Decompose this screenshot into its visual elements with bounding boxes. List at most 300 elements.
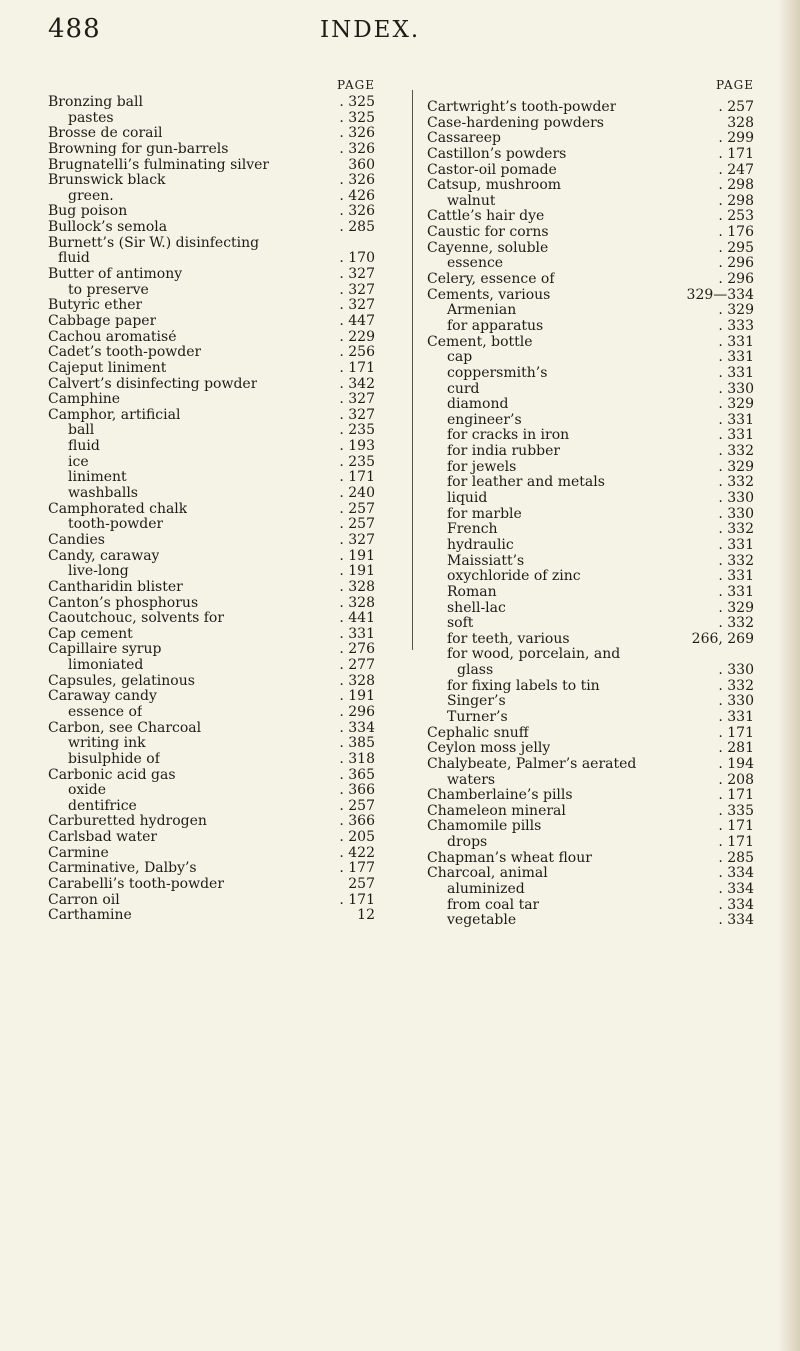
index-entry bbox=[48, 314, 375, 330]
entry-page-number: . 331 bbox=[718, 349, 754, 366]
entry-label: green. bbox=[68, 188, 114, 204]
index-entry bbox=[48, 596, 375, 612]
entry-label: Cadet’s tooth-powder bbox=[48, 345, 202, 361]
entry-label: Caraway candy bbox=[48, 689, 157, 705]
entry-label: limoniated bbox=[68, 658, 144, 674]
entry-label: Camphorated chalk bbox=[48, 501, 188, 517]
entry-page-number: . 296 bbox=[339, 703, 375, 720]
entry-page-number: . 170 bbox=[339, 250, 375, 267]
index-entry bbox=[427, 147, 754, 163]
index-entry bbox=[48, 455, 375, 471]
entry-label: Bronzing ball bbox=[48, 95, 143, 110]
index-entry bbox=[427, 366, 754, 382]
entry-page-number: . 327 bbox=[339, 297, 375, 314]
entry-label: liquid bbox=[447, 491, 488, 507]
entry-page-number: . 330 bbox=[718, 490, 754, 507]
index-entry bbox=[427, 741, 754, 757]
entry-page-number: . 328 bbox=[339, 578, 375, 595]
index-entry bbox=[427, 382, 754, 398]
index-entry bbox=[427, 413, 754, 429]
entry-page-number: . 176 bbox=[718, 224, 754, 241]
entry-page-number: . 447 bbox=[339, 312, 375, 329]
entry-label: Caustic for corns bbox=[427, 225, 549, 241]
entry-label: Bug poison bbox=[48, 204, 128, 220]
entry-label: ball bbox=[68, 423, 95, 439]
entry-label: Butyric ether bbox=[48, 298, 143, 314]
entry-page-number: . 240 bbox=[339, 485, 375, 502]
entry-label: Candy, caraway bbox=[48, 548, 160, 564]
entry-label: Charcoal, animal bbox=[427, 866, 548, 882]
page-column-heading: PAGE bbox=[337, 78, 375, 92]
entry-page-number: . 328 bbox=[339, 672, 375, 689]
index-entry bbox=[48, 736, 375, 752]
entry-label: Candies bbox=[48, 532, 105, 548]
index-entry bbox=[48, 752, 375, 768]
index-entry bbox=[48, 486, 375, 502]
index-entry bbox=[48, 392, 375, 408]
entry-label: writing ink bbox=[68, 736, 146, 752]
entry-page-number: . 441 bbox=[339, 610, 375, 627]
entry-label: for wood, porcelain, and bbox=[447, 647, 621, 663]
entry-label: Armenian bbox=[447, 303, 517, 319]
entry-page-number: . 342 bbox=[339, 375, 375, 392]
entry-page-number: . 296 bbox=[718, 271, 754, 288]
entry-label: Capillaire syrup bbox=[48, 642, 162, 658]
entry-page-number: . 332 bbox=[718, 474, 754, 491]
entry-page-number: . 235 bbox=[339, 453, 375, 470]
index-entry bbox=[48, 627, 375, 643]
entry-label: aluminized bbox=[447, 882, 525, 898]
entry-page-number: . 330 bbox=[718, 693, 754, 710]
entry-label: soft bbox=[447, 616, 474, 632]
entry-page-number: . 171 bbox=[339, 891, 375, 908]
entry-page-number: . 422 bbox=[339, 844, 375, 861]
index-entry bbox=[48, 549, 375, 565]
entry-label: for jewels bbox=[447, 459, 517, 475]
index-entry bbox=[48, 580, 375, 596]
index-entry bbox=[427, 647, 754, 663]
index-entry bbox=[48, 236, 375, 252]
index-entry bbox=[427, 773, 754, 789]
entry-label: engineer’s bbox=[447, 412, 522, 428]
entry-label: for india rubber bbox=[447, 444, 561, 460]
entry-label: waters bbox=[447, 772, 496, 788]
index-entry bbox=[48, 517, 375, 533]
entry-label: Caoutchouc, solvents for bbox=[48, 611, 225, 627]
index-entry bbox=[427, 241, 754, 257]
entry-label: Carminative, Dalby’s bbox=[48, 861, 197, 877]
entry-label: Brunswick black bbox=[48, 173, 166, 189]
index-entry bbox=[427, 757, 754, 773]
entry-label: Carbonic acid gas bbox=[48, 767, 176, 783]
entry-page-number: . 331 bbox=[718, 536, 754, 553]
entry-page-number: . 295 bbox=[718, 239, 754, 256]
entry-page-number: . 366 bbox=[339, 813, 375, 830]
index-entry bbox=[48, 674, 375, 690]
entry-page-number: . 208 bbox=[718, 771, 754, 788]
entry-label: Cements, various bbox=[427, 287, 551, 303]
entry-label: cap bbox=[447, 350, 473, 366]
index-entry bbox=[427, 194, 754, 210]
entry-label: drops bbox=[447, 835, 488, 851]
entry-label: essence bbox=[447, 256, 504, 272]
entry-label: Chamberlaine’s pills bbox=[427, 788, 573, 804]
entry-page-number: . 334 bbox=[718, 912, 754, 929]
index-entry bbox=[48, 173, 375, 189]
entry-page-number: . 327 bbox=[339, 266, 375, 283]
entry-label: Celery, essence of bbox=[427, 272, 555, 288]
entry-page-number: . 334 bbox=[339, 719, 375, 736]
entry-page-number: . 257 bbox=[718, 99, 754, 115]
index-entry bbox=[427, 866, 754, 882]
index-entry bbox=[427, 632, 754, 648]
index-entry bbox=[48, 705, 375, 721]
column-divider bbox=[412, 90, 413, 650]
index-entry bbox=[48, 611, 375, 627]
entry-label: fluid bbox=[68, 439, 100, 455]
entry-label: pastes bbox=[68, 110, 114, 126]
index-entry bbox=[427, 491, 754, 507]
entry-label: Butter of antimony bbox=[48, 267, 183, 283]
entry-page-number: . 191 bbox=[339, 547, 375, 564]
entry-label: for teeth, various bbox=[447, 631, 570, 647]
index-entry bbox=[427, 694, 754, 710]
entry-page-number: . 318 bbox=[339, 750, 375, 767]
index-entry bbox=[427, 507, 754, 523]
entry-label: Turner’s bbox=[447, 709, 508, 725]
entry-page-number: . 331 bbox=[718, 411, 754, 428]
index-entry bbox=[427, 569, 754, 585]
entry-label: diamond bbox=[447, 397, 509, 413]
index-entry bbox=[48, 893, 375, 909]
index-entry bbox=[427, 288, 754, 304]
entry-label: Singer’s bbox=[447, 694, 506, 710]
entry-page-number: . 171 bbox=[718, 787, 754, 804]
entry-page-number: . 229 bbox=[339, 328, 375, 345]
entry-page-number: . 365 bbox=[339, 766, 375, 783]
entry-page-number: . 277 bbox=[339, 657, 375, 674]
index-entry bbox=[427, 882, 754, 898]
index-entry bbox=[48, 439, 375, 455]
entry-label: shell-lac bbox=[447, 600, 506, 616]
page-column-heading: PAGE bbox=[716, 78, 754, 92]
entry-page-number: . 171 bbox=[339, 359, 375, 376]
entry-page-number: . 298 bbox=[718, 177, 754, 194]
entry-label: Chapman’s wheat flour bbox=[427, 850, 592, 866]
index-entry bbox=[48, 783, 375, 799]
entry-page-number: . 191 bbox=[339, 563, 375, 580]
entry-label: Bullock’s semola bbox=[48, 220, 168, 236]
entry-page-number: . 257 bbox=[339, 516, 375, 533]
entry-page-number: . 327 bbox=[339, 531, 375, 548]
entry-label: Camphor, artificial bbox=[48, 407, 181, 423]
entry-page-number: . 329 bbox=[718, 302, 754, 319]
index-entry bbox=[427, 397, 754, 413]
entry-page-number: . 194 bbox=[718, 755, 754, 772]
entry-label: Brosse de corail bbox=[48, 126, 163, 142]
entry-label: Camphine bbox=[48, 392, 121, 408]
entry-label: bisulphide of bbox=[68, 751, 160, 767]
entry-label: for marble bbox=[447, 506, 522, 522]
index-entry bbox=[427, 225, 754, 241]
entry-page-number: . 330 bbox=[718, 505, 754, 522]
index-entry bbox=[48, 658, 375, 674]
entry-page-number: . 328 bbox=[339, 594, 375, 611]
entry-page-number: . 331 bbox=[718, 364, 754, 381]
entry-label: Ceylon moss jelly bbox=[427, 741, 551, 757]
entry-page-number: . 335 bbox=[718, 802, 754, 819]
index-entry bbox=[427, 460, 754, 476]
entry-label: Carbon, see Charcoal bbox=[48, 720, 202, 736]
index-entry bbox=[427, 319, 754, 335]
entry-label: Castillon’s powders bbox=[427, 146, 567, 162]
entry-page-number: 266, 269 bbox=[691, 630, 754, 647]
entry-page-number: . 330 bbox=[718, 380, 754, 397]
entry-label: Carabelli’s tooth-powder bbox=[48, 877, 225, 893]
index-entry bbox=[427, 116, 754, 132]
index-entry bbox=[48, 95, 375, 111]
entry-label: Carthamine bbox=[48, 908, 132, 924]
entry-label: Castor-oil pomade bbox=[427, 162, 557, 178]
entry-page-number: . 253 bbox=[718, 208, 754, 225]
index-entry bbox=[427, 835, 754, 851]
index-entry bbox=[48, 361, 375, 377]
entry-label: Chamomile pills bbox=[427, 819, 542, 835]
entry-label: walnut bbox=[447, 193, 496, 209]
index-entry bbox=[48, 377, 375, 393]
entry-page-number: . 326 bbox=[339, 172, 375, 189]
entry-label: dentifrice bbox=[68, 798, 137, 814]
entry-page-number: . 366 bbox=[339, 782, 375, 799]
index-entry bbox=[48, 768, 375, 784]
index-entry bbox=[48, 267, 375, 283]
entry-label: tooth-powder bbox=[68, 517, 164, 533]
entry-label: vegetable bbox=[447, 913, 517, 929]
entry-page-number: . 331 bbox=[718, 708, 754, 725]
entry-page-number: . 385 bbox=[339, 735, 375, 752]
index-entry bbox=[48, 470, 375, 486]
entry-page-number: . 329 bbox=[718, 396, 754, 413]
index-entry bbox=[48, 642, 375, 658]
index-entry bbox=[48, 908, 375, 924]
index-entry bbox=[48, 814, 375, 830]
entry-label: Carlsbad water bbox=[48, 830, 158, 846]
index-entry bbox=[427, 710, 754, 726]
entry-page-number: . 171 bbox=[718, 145, 754, 162]
index-entry bbox=[48, 158, 375, 174]
entry-page-number: . 281 bbox=[718, 740, 754, 757]
entry-page-number: . 327 bbox=[339, 391, 375, 408]
entry-page-number: . 327 bbox=[339, 281, 375, 298]
entry-label: Chalybeate, Palmer’s aerated bbox=[427, 756, 637, 772]
index-column-left bbox=[48, 78, 375, 924]
entry-label: Chameleon mineral bbox=[427, 803, 566, 819]
entry-label: Calvert’s disinfecting powder bbox=[48, 376, 258, 392]
index-entry bbox=[48, 721, 375, 737]
entry-page-number: . 247 bbox=[718, 161, 754, 178]
index-entry bbox=[427, 178, 754, 194]
entry-page-number: . 329 bbox=[718, 458, 754, 475]
index-entry bbox=[427, 663, 754, 679]
entry-label: Burnett’s (Sir W.) disinfecting bbox=[48, 235, 260, 251]
index-entry bbox=[48, 283, 375, 299]
entry-page-number: . 331 bbox=[718, 583, 754, 600]
entry-page-number: . 332 bbox=[718, 677, 754, 694]
index-entry bbox=[427, 585, 754, 601]
index-entry bbox=[48, 846, 375, 862]
index-entry bbox=[427, 616, 754, 632]
entry-label: hydraulic bbox=[447, 537, 514, 553]
entry-label: Case-hardening powders bbox=[427, 115, 604, 131]
entry-label: Cachou aromatisé bbox=[48, 329, 177, 345]
page-number: 488 bbox=[48, 14, 101, 44]
entry-label: washballs bbox=[68, 486, 138, 502]
entry-page-number: . 329 bbox=[718, 599, 754, 616]
index-entry bbox=[427, 726, 754, 742]
entry-label: Brugnatelli’s fulminating silver bbox=[48, 157, 270, 173]
entry-page-number: . 326 bbox=[339, 140, 375, 157]
entry-page-number: . 331 bbox=[339, 625, 375, 642]
entry-label: Roman bbox=[447, 584, 497, 600]
entry-page-number: . 257 bbox=[339, 500, 375, 517]
entry-page-number: . 331 bbox=[718, 427, 754, 444]
index-entry bbox=[427, 788, 754, 804]
running-head: INDEX. bbox=[320, 17, 421, 43]
entry-label: for cracks in iron bbox=[447, 428, 570, 444]
index-entry bbox=[427, 444, 754, 460]
entry-label: Cephalic snuff bbox=[427, 725, 529, 741]
entry-page-number: 12 bbox=[357, 907, 375, 924]
index-entry bbox=[48, 408, 375, 424]
entry-page-number: . 171 bbox=[718, 834, 754, 851]
index-entry bbox=[427, 538, 754, 554]
index-entry bbox=[427, 804, 754, 820]
index-column-right bbox=[427, 78, 754, 929]
index-entry bbox=[48, 298, 375, 314]
entry-page-number: . 171 bbox=[718, 818, 754, 835]
index-entry bbox=[427, 428, 754, 444]
entry-page-number: . 298 bbox=[718, 192, 754, 209]
index-entry bbox=[427, 601, 754, 617]
entry-label: ice bbox=[68, 454, 89, 470]
index-entry bbox=[48, 251, 375, 267]
entry-label: Cattle’s hair dye bbox=[427, 209, 545, 225]
entry-label: Cartwright’s tooth-powder bbox=[427, 100, 617, 115]
entry-page-number: . 426 bbox=[339, 187, 375, 204]
entry-label: Maissiatt’s bbox=[447, 553, 525, 569]
entry-label: Cassareep bbox=[427, 131, 501, 147]
entry-page-number: 360 bbox=[348, 156, 375, 173]
entry-page-number: . 285 bbox=[339, 219, 375, 236]
index-entry bbox=[48, 564, 375, 580]
index-entry bbox=[427, 209, 754, 225]
entry-page-number: . 334 bbox=[718, 881, 754, 898]
entry-page-number: . 334 bbox=[718, 896, 754, 913]
index-entry bbox=[427, 100, 754, 116]
entry-page-number: . 331 bbox=[718, 333, 754, 350]
index-entry bbox=[48, 189, 375, 205]
index-entry bbox=[48, 830, 375, 846]
entry-label: Capsules, gelatinous bbox=[48, 673, 195, 689]
entry-label: curd bbox=[447, 381, 480, 397]
entry-page-number: . 205 bbox=[339, 829, 375, 846]
entry-page-number: . 171 bbox=[339, 469, 375, 486]
entry-label: Cabbage paper bbox=[48, 313, 157, 329]
entry-label: Carron oil bbox=[48, 892, 120, 908]
entry-page-number: . 332 bbox=[718, 521, 754, 538]
index-entry bbox=[427, 163, 754, 179]
entry-page-number: . 332 bbox=[718, 615, 754, 632]
index-entry bbox=[48, 220, 375, 236]
index-entry bbox=[427, 131, 754, 147]
entry-page-number: . 193 bbox=[339, 438, 375, 455]
entry-page-number: . 191 bbox=[339, 688, 375, 705]
entry-label: fluid bbox=[58, 251, 90, 267]
entry-page-number: . 285 bbox=[718, 849, 754, 866]
index-entry bbox=[427, 350, 754, 366]
index-entry bbox=[48, 111, 375, 127]
index-entry bbox=[427, 851, 754, 867]
entry-page-number: . 330 bbox=[718, 662, 754, 679]
index-entry bbox=[48, 126, 375, 142]
index-entry-list bbox=[48, 95, 375, 924]
entry-label: Catsup, mushroom bbox=[427, 178, 562, 194]
entry-label: oxychloride of zinc bbox=[447, 569, 581, 585]
entry-label: Carmine bbox=[48, 845, 109, 861]
entry-page-number: . 171 bbox=[718, 724, 754, 741]
index-entry bbox=[427, 303, 754, 319]
entry-label: to preserve bbox=[68, 282, 149, 298]
entry-label: from coal tar bbox=[447, 897, 540, 913]
entry-page-number: . 333 bbox=[718, 317, 754, 334]
entry-label: Cajeput liniment bbox=[48, 360, 167, 376]
index-entry bbox=[48, 330, 375, 346]
entry-label: essence of bbox=[68, 704, 143, 720]
index-entry bbox=[48, 204, 375, 220]
index-entry bbox=[48, 861, 375, 877]
entry-page-number: . 326 bbox=[339, 203, 375, 220]
entry-page-number: . 325 bbox=[339, 94, 375, 110]
index-entry bbox=[427, 335, 754, 351]
entry-label: Cement, bottle bbox=[427, 334, 533, 350]
index-entry bbox=[48, 345, 375, 361]
index-entry bbox=[427, 898, 754, 914]
index-entry bbox=[427, 522, 754, 538]
entry-label: liniment bbox=[68, 470, 127, 486]
entry-page-number: . 331 bbox=[718, 568, 754, 585]
entry-page-number: . 256 bbox=[339, 344, 375, 361]
index-entry bbox=[427, 475, 754, 491]
index-entry bbox=[48, 502, 375, 518]
index-entry bbox=[427, 819, 754, 835]
entry-label: Canton’s phosphorus bbox=[48, 595, 199, 611]
index-entry bbox=[48, 423, 375, 439]
entry-label: French bbox=[447, 522, 498, 538]
entry-page-number: . 327 bbox=[339, 406, 375, 423]
index-entry bbox=[48, 877, 375, 893]
entry-label: Browning for gun-barrels bbox=[48, 141, 229, 157]
index-entry bbox=[427, 913, 754, 929]
index-entry bbox=[48, 142, 375, 158]
entry-page-number: 329—334 bbox=[686, 286, 754, 303]
index-entry bbox=[48, 799, 375, 815]
entry-label: Cayenne, soluble bbox=[427, 240, 549, 256]
index-entry bbox=[427, 679, 754, 695]
entry-page-number: . 325 bbox=[339, 109, 375, 126]
index-entry bbox=[48, 533, 375, 549]
entry-page-number: 328 bbox=[727, 114, 754, 131]
index-entry-list bbox=[427, 100, 754, 929]
